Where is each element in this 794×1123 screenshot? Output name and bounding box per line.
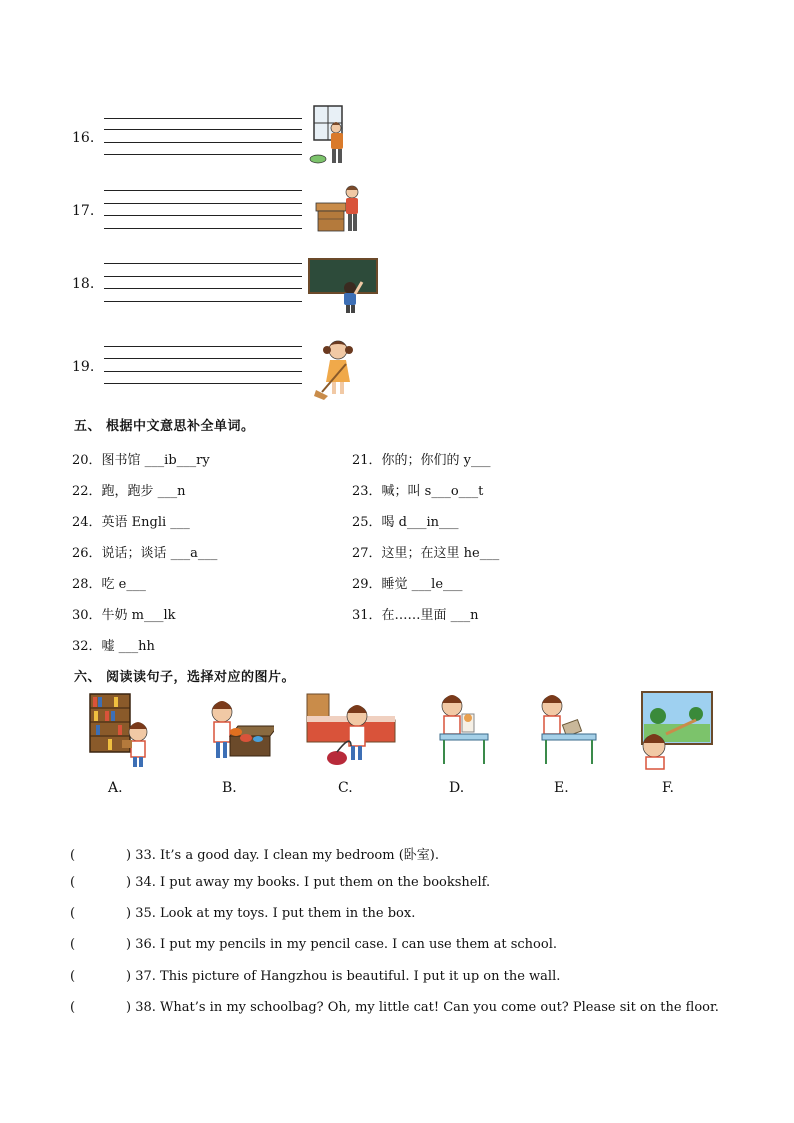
answer-blank[interactable]: ( [70,1000,76,1015]
writing-line[interactable] [104,154,302,155]
option-letter-c: C. [338,780,353,796]
writing-line[interactable] [104,263,302,264]
question-row [70,1000,719,1015]
fill-word-item[interactable]: 25．喝 d___in___ [352,515,459,530]
question-row [70,937,557,952]
option-letter-f: F. [662,780,674,796]
question-text: Look at my toys. I put them in the box. [160,906,416,921]
boy-cleaning-desk-image [312,183,362,235]
question-row [70,844,439,863]
question-number: ) 36. [126,937,156,952]
item-number: 16. [72,130,95,146]
picture-d-cat-desk [436,692,490,768]
writing-line[interactable] [104,190,302,191]
item-number: 18. [72,276,95,292]
picture-e-pencil-case [538,692,600,768]
question-text: This picture of Hangzhou is beautiful. I put it up on the wall. [160,969,561,984]
section-5-title: 五、 根据中文意思补全单词。 [74,419,255,434]
question-number: ) 37. [126,969,156,984]
item-number: 17. [72,203,95,219]
writing-line[interactable] [104,129,302,130]
section-6-title: 六、 阅读读句子，选择对应的图片。 [74,670,296,685]
option-letter-d: D. [449,780,465,796]
writing-line[interactable] [104,228,302,229]
fill-word-item[interactable]: 20．图书馆 ___ib___ry [72,453,210,468]
fill-word-item[interactable]: 21．你的；你们的 y___ [352,453,491,468]
writing-line[interactable] [104,142,302,143]
answer-blank[interactable]: ( [70,937,76,952]
writing-line[interactable] [104,358,302,359]
picture-b-toy-box [200,692,274,764]
fill-word-item[interactable]: 29．睡觉 ___le___ [352,577,463,592]
boy-cleaning-blackboard-image [308,258,378,314]
picture-a-bookshelf [88,692,156,770]
boy-cleaning-window-image [306,104,354,166]
fill-word-item[interactable]: 30．牛奶 m___lk [72,608,176,623]
fill-word-item[interactable]: 31．在……里面 ___n [352,608,479,623]
question-text: It’s a good day. I clean my bedroom (卧室). [160,848,439,863]
question-row [70,969,560,984]
fill-word-item[interactable]: 27．这里；在这里 he___ [352,546,500,561]
writing-line[interactable] [104,276,302,277]
writing-line[interactable] [104,118,302,119]
question-row [70,875,490,890]
question-text: I put my pencils in my pencil case. I can use them at school. [160,937,557,952]
writing-line[interactable] [104,203,302,204]
option-letter-a: A. [108,780,123,796]
writing-line[interactable] [104,301,302,302]
question-text: What’s in my schoolbag? Oh, my little cat! Can you come out? Please sit on the floor. [160,1000,719,1015]
option-letter-e: E. [554,780,569,796]
picture-c-bedroom [305,690,397,768]
question-number: ) 33. [126,848,156,863]
question-text: I put away my books. I put them on the bookshelf. [160,875,491,890]
girl-sweeping-image [312,336,358,402]
picture-f-wall-picture [636,690,714,770]
fill-word-item[interactable]: 22．跑，跑步 ___n [72,484,186,499]
writing-line[interactable] [104,383,302,384]
writing-line[interactable] [104,346,302,347]
writing-line[interactable] [104,215,302,216]
writing-line[interactable] [104,288,302,289]
option-letter-b: B. [222,780,237,796]
answer-blank[interactable]: ( [70,906,76,921]
fill-word-item[interactable]: 28．吃 e___ [72,577,146,592]
item-number: 19. [72,359,95,375]
question-row [70,906,415,921]
writing-line[interactable] [104,371,302,372]
question-number: ) 38. [126,1000,156,1015]
answer-blank[interactable]: ( [70,875,76,890]
fill-word-item[interactable]: 23．喊；叫 s___o___t [352,484,484,499]
fill-word-item[interactable]: 32．嘘 ___hh [72,639,155,654]
fill-word-item[interactable]: 26．说话；谈话 ___a___ [72,546,218,561]
question-number: ) 34. [126,875,156,890]
answer-blank[interactable]: ( [70,969,76,984]
fill-word-item[interactable]: 24．英语 Engli ___ [72,515,190,530]
question-number: ) 35. [126,906,156,921]
answer-blank[interactable]: ( [70,848,76,863]
